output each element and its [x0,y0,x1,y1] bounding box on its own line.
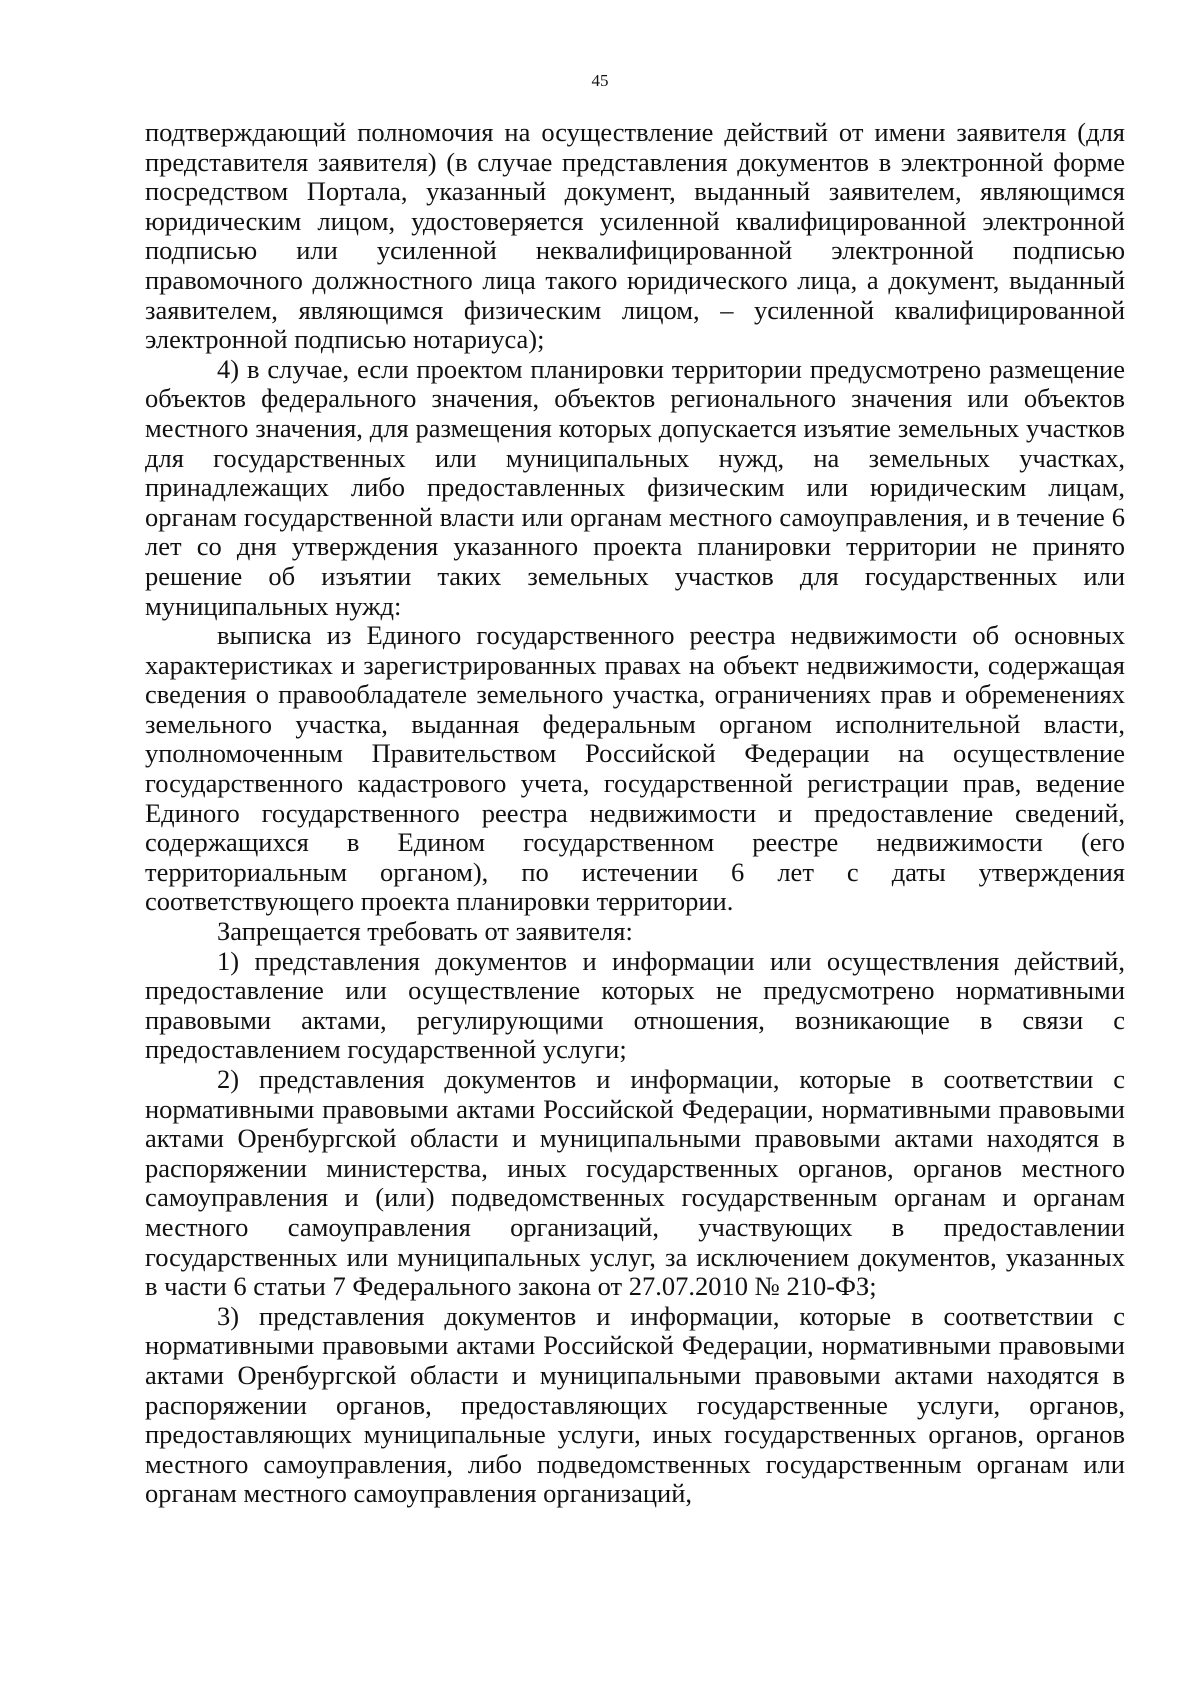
paragraph: Запрещается требовать от заявителя: [217,916,633,947]
paragraph: 4) в случае, если проектом планировки территории предусмотрено размещение объектов федерального значения, объектов регионального значения или объектов местного значения, для размещения которых допускается изъятие земельных участков для государственных или муниципальных нужд, на земельных участках, принадлежащих либо предоставленных физическим или юридическим лицам, органам государственной власти или органам местного самоуправления, и в течение 6 лет со дня утверждения указанного проекта планировки территории не принято решение об изъятии таких земельных участков для государственных или муниципальных нужд: [145,353,1125,621]
paragraph: подтверждающий полномочия на осуществление действий от имени заявителя (для представителя заявителя) (в случае представления документов в электронной форме посредством Портала, указанный документ, выданный заявителем, являющимся юридическим лицом, удостоверяется усиленной квалифицированной электронной подписью или усиленной неквалифицированной электронной подписью правомочного должностного лица такого юридического лица, а документ, выданный заявителем, являющимся физическим лицом, – усиленной квалифицированной электронной подписью нотариуса); [145,117,1125,355]
paragraph: 1) представления документов и информации или осуществления действий, предоставление или осуществление которых не предусмотрено нормативными правовыми актами, регулирующими отношения, возникающие в связи с предоставлением государственной услуги; [145,945,1125,1065]
paragraph: выписка из Единого государственного реестра недвижимости об основных характеристиках и зарегистрированных правах на объект недвижимости, содержащая сведения о правообладателе земельного участка, ограничениях прав и обременениях земельного участка, выданная федеральным органом исполнительной власти, уполномоченным Правительством Российской Федерации на осуществление государственного кадастрового учета, государственной регистрации прав, ведение Единого государственного реестра недвижимости и предоставление сведений, содержащихся в Едином государственном реестре недвижимости (его территориальным органом), по истечении 6 лет с даты утверждения соответствующего проекта планировки территории. [145,620,1125,917]
paragraph: 3) представления документов и информации, которые в соответствии с нормативными правовыми актами Российской Федерации, нормативными правовыми актами Оренбургской области и муниципальными правовыми актами находятся в распоряжении органов, предоставляющих государственные услуги, органов, предоставляющих муниципальные услуги, иных государственных органов, органов местного самоуправления, либо подведомственных государственным органам или органам местного самоуправления организаций, [145,1300,1125,1509]
document-body [145,118,1125,1509]
paragraph: 2) представления документов и информации, которые в соответствии с нормативными правовыми актами Российской Федерации, нормативными правовыми актами Оренбургской области и муниципальными правовыми актами находятся в распоряжении министерства, иных государственных органов, органов местного самоуправления и (или) подведомственных государственным органам и органам местного самоуправления организаций, участвующих в предоставлении государственных или муниципальных услуг, за исключением документов, указанных в части 6 статьи 7 Федерального закона от 27.07.2010 № 210-ФЗ; [145,1064,1125,1302]
page-number: 45 [591,71,609,90]
